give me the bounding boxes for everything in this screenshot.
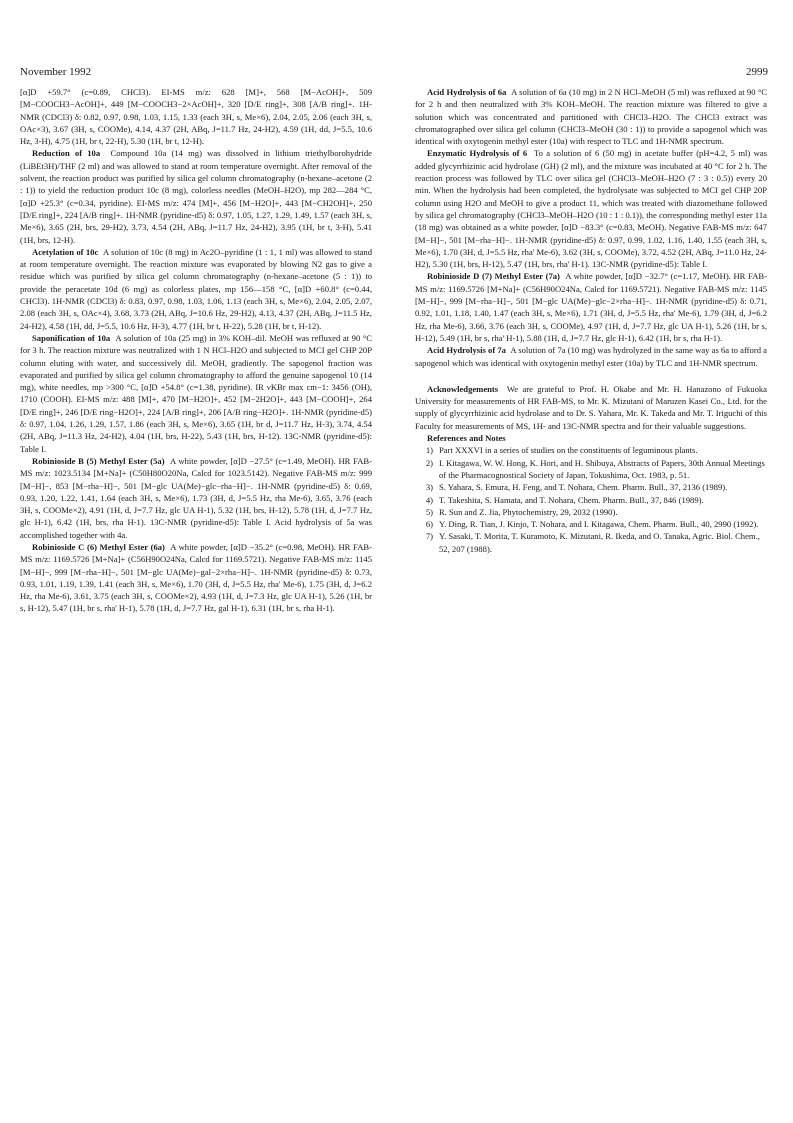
issue-date: November 1992 [20,66,92,78]
section-body: A solution of 6a (10 mg) in 2 N HCl–MeOH (5 ml) was refluxed at 90 °C for 2 h and then neutralized with 3% KOH–MeOH. The reaction mixture was filtered to give a solution which was concentrated and partitioned with CHCl3–H2O. The CHCl3 extract was chromatographed over silica gel column (CHCl3–MeOH (30 : 1)) to provide a sapogenol which was identical with oxytogenin methyl ester (10a) with respect to TLC and 1H-NMR spectrum. [415,87,767,147]
right-column [415,86,767,555]
section-heading: Acid Hydrolysis of 6a [427,87,507,97]
reference-item [415,481,767,493]
acknowledgements-heading: Acknowledgements [427,383,499,394]
section-body: A solution of 10c (8 mg) in Ac2O–pyridine (1 : 1, 1 ml) was allowed to stand at room temperature overnight. The reaction mixture was evaporated by blowing N2 gas to give a residue which was purified by silica gel column chromatography (n-hexane–acetone (5 : 1)) to provide the peracetate 10d (6 mg) as colorless plates, mp 156—158 °C, [α]D +60.8° (c=0.44, CHCl3). 1H-NMR (CDCl3) δ: 0.83, 0.97, 0.98, 1.03, 1.06, 1.13 (each 3H, s, Me×6), 2.04, 2.05, 2.07, 2.08 (each 3H, s, OAc×4), 3.68, 3.73 (2H, ABq, J=10.6 Hz, 29-H2), 4.13, 4.37 (2H, ABq, J=11.5 Hz, 24-H2), 4.58 (1H, dd, J=5.5, 10.6 Hz, H-3), 4.77 (1H, br t, H-22), 5.28 (1H, br t, H-12). [20,246,373,331]
section-robinioside-d [415,270,767,344]
section-acid-hydrolysis-7a [415,344,767,369]
section-acid-hydrolysis-6a [415,86,767,147]
references-list [415,444,767,555]
section-heading: Robinioside C (6) Methyl Ester (6a) [32,541,165,552]
references-heading: References and Notes [427,433,506,444]
reference-number: 3) [425,482,433,493]
reference-item [415,494,767,506]
section-robinioside-b [20,455,372,541]
continued-paragraph: [α]D +59.7° (c=0.89, CHCl3). EI-MS m/z: 628 [M]+, 568 [M−AcOH]+, 509 [M−COOCH3−AcOH]+, 449 [M−COOCH3−2×AcOH]+, 320 [D/E ring]+, 308 [A/B ring]+. 1H-NMR (CDCl3) δ: 0.82, 0.97, 0.98, 1.03, 1.15, 1.33 (each 3H, s, Me×6), 2.04, 2.05, 2.06 (each 3H, s, OAc×3), 3.67 (3H, s, COOMe), 4.14, 4.37 (2H, ABq, J=11.7 Hz, 24-H2), 4.59 (1H, dd, J=5.5, 10.6 Hz, 3-H), 4.75 (1H, br t, 22-H), 5.30 (1H, br t, 12-H). [20,87,372,147]
section-heading: Robinioside D (7) Methyl Ester (7a) [427,271,560,282]
reference-number: 4) [425,494,433,505]
section-heading: Saponification of 10a [32,332,111,343]
section-body: A solution of 7a (10 mg) was hydrolyzed in the same way as 6a to afford a sapogenol which was identical with oxytogenin methyl ester (10a) by TLC and 1H-NMR spectrum. [415,345,767,368]
reference-text: T. Takeshita, S. Hamata, and T. Nohara, Chem. Pharm. Bull., 37, 846 (1989). [439,494,704,505]
reference-item [415,506,767,518]
reference-text: I. Kitagawa, W. W. Hong, K. Hori, and H. Shibuya, Abstracts of Papers, 30th Annual Meetings of the Pharmacognostical Society of Japan, Tokushima, Oct. 1983, p. 51. [439,457,765,480]
section-acetylation-10c [20,246,372,332]
section-body: A white powder, [α]D −35.2° (c=0.98, MeOH). HR FAB-MS m/z: 1169.5726 [M+Na]+ (C56H90O24Na, Calcd for 1169.5721). Negative FAB-MS m/z: 1145 [M−H]−, 999 [M−rha−H]−, 501 [M−glc UA(Me)−gal−2×rha−H]−. 1H-NMR (pyridine-d5) δ: 0.73, 0.93, 1.01, 1.19, 1.39, 1.41 (each 3H, s, Me×6), 1.70 (3H, d, J=5.5 Hz, rha' Me-6), 1.75 (3H, d, J=6.2 Hz, rha Me-6), 3.61, 3.75 (each 3H, s, COOMe×2), 4.93 (1H, d, J=7.3 Hz, glc UA H-1), 5.26 (1H, br s, H-12), 5.47 (1H, br s, rha' H-1), 5.78 (1H, d, J=7.7 Hz, gal H-1), 6.31 (1H, br s, rha H-1). [20,541,372,614]
section-body: A solution of 10a (25 mg) in 3% KOH–dil. MeOH was refluxed at 90 °C for 3 h. The reaction mixture was neutralized with 1 N HCl–H2O and subjected to MCI gel CHP 20P column eluting with water, and successively dil. MeOH, gradiently. The sapogenol fraction was evaporated and purified by silica gel column chromatography to afford the genuine sapogenol 10 (14 mg), white needles, mp >300 °C, [α]D +54.8° (c=1.38, pyridine). IR νKBr max cm−1: 3456 (OH), 1710 (COOH). EI-MS m/z: 488 [M]+, 470 [M−H2O]+, 452 [M−2H2O]+, 443 [M−COOH]+, 264 [D/E ring]+, 246 [D/E ring−H2O]+, 224 [A/B ring]+, 206 [A/B ring−H2O]+. 1H-NMR (pyridine-d5) δ: 0.97, 1.04, 1.26, 1.29, 1.57, 1.86 (each 3H, s, Me×6), 3.65 (1H, br d, J=11.7 Hz, H-3), 3.74, 4.54 (2H, ABq, J=11.3 Hz, 24-H2), 4.04 (1H, brs, H-22), 5.43 (1H, brs, H-12). 13C-NMR (pyridine-d5): Table I. [20,332,372,454]
section-robinioside-c [20,541,372,615]
reference-number: 6) [425,519,433,530]
reference-text: S. Yahara, S. Emura, H. Feng, and T. Nohara, Chem. Pharm. Bull., 37, 2136 (1989). [439,482,728,493]
section-body: A white powder, [α]D −32.7° (c=1.17, MeOH). HR FAB-MS m/z: 1169.5726 [M+Na]+ (C56H90O24Na, Calcd for 1169.5721). Negative FAB-MS m/z: 1145 [M−H]−, 999 [M−rha−H]−, 501 [M−glc UA(Me)−glc−2×rha−H]−. 1H-NMR (pyridine-d5) δ: 0.71, 0.92, 1.01, 1.18, 1.40, 1.47 (each 3H, s, Me×6), 1.71 (3H, d, J=5.5 Hz, rha' Me-6), 1.79 (3H, d, J=6.2 Hz, rha Me-6), 3.66, 3.76 (each 3H, s, COOMe), 4.97 (1H, d, J=7.7 Hz, glc UA H-1), 5.26 (1H, br s, H-12), 5.49 (1H, br s, rha' H-1), 5.88 (1H, d, J=7.7 Hz, glc H-1), 6.42 (1H, br s, rha H-1). [415,271,767,343]
reference-number: 5) [425,506,433,517]
section-enzymatic-hydrolysis-6 [415,147,767,270]
reference-text: Y. Ding, R. Tian, J. Kinjo, T. Nohara, and I. Kitagawa, Chem. Pharm. Bull., 40, 2990 (1992). [439,519,759,530]
section-heading: Acetylation of 10c [32,246,99,257]
section-heading: Robinioside B (5) Methyl Ester (5a) [32,455,165,466]
reference-item [415,530,767,555]
section-reduction-10a [20,147,372,245]
section-saponification-10a [20,332,372,455]
reference-text: Part XXXVI in a series of studies on the constituents of leguminous plants. [439,445,698,456]
section-body: Compound 10a (14 mg) was dissolved in lithium triethylborohydride (LiBEt3H)/THF (2 ml) and was allowed to stand at room temperature overnight. After removal of the solvent, the reaction product was purified by silica gel column chromatography (n-hexane–acetone (2 : 1)) to yield the reduction product 10c (8 mg), colorless needles (MeOH–H2O), mp 282—284 °C, [α]D +25.3° (c=0.34, pyridine). EI-MS m/z: 474 [M]+, 456 [M−H2O]+, 443 [M−CH2OH]+, 250 [D/E ring]+, 224 [A/B ring]+. 1H-NMR (pyridine-d5) δ: 0.97, 1.05, 1.27, 1.29, 1.49, 1.57 (each 3H, s, Me×6), 3.65 (2H, brs, 29-H2), 3.73, 4.54 (2H, ABq, J=11.7 Hz, 24-H2), 3.95 (1H, br t, 3-H), 5.41 (1H, brs, 12-H). [20,148,372,245]
reference-number: 2) [425,457,433,468]
section-heading: Acid Hydrolysis of 7a [427,345,506,356]
reference-text: R. Sun and Z. Jia, Phytochemistry, 29, 2032 (1990). [439,506,618,517]
section-heading: Enzymatic Hydrolysis of 6 [427,148,528,159]
acknowledgements-body: We are grateful to Prof. H. Okabe and Mr. H. Hanazono of Fukuoka University for measurements of HR FAB-MS, to Mr. K. Mizutani of Maruzen Kasei Co., Ltd. for the supply of glycyrrhizinic acid hydrolase and to Dr. S. Yahara, Mr. K. Takeda and Mr. T. Iriguchi of this Faculty for measurements of MS, 1H- and 13C-NMR spectra and for their valuable suggestions. [415,383,767,431]
acknowledgements [415,383,767,432]
reference-number: 7) [425,531,433,542]
reference-text: Y. Sasaki, T. Morita, T. Kuramoto, K. Mizutani, R. Ikeda, and O. Tanaka, Agric. Biol. Chem., 52, 207 (1988). [439,531,760,554]
reference-number: 1) [425,445,433,456]
section-body: A white powder, [α]D −27.5° (c=1.49, MeOH). HR FAB-MS m/z: 1023.5134 [M+Na]+ (C50H80O20Na, Calcd for 1023.5142). Negative FAB-MS m/z: 999 [M−H]−, 853 [M−rha−H]−, 501 [M−glc UA(Me)−glc−rha−H]−. 1H-NMR (pyridine-d5) δ: 0.69, 0.93, 1.20, 1.22, 1.41, 1.64 (each 3H, s, Me×6), 1.73 (3H, d, J=5.5 Hz, rha Me-6), 3.65, 3.76 (each 3H, s, COOMe×2), 4.91 (1H, d, J=7.7 Hz, glc UA H-1), 5.32 (1H, brs, H-12), 5.78 (1H, d, J=7.7 Hz, glc H-1), 6.42 (1H, brs, rha H-1). 13C-NMR (pyridine-d5): Table I. Acid hydrolysis of 5a was accomplished together with 4a. [20,455,373,540]
reference-item [415,444,767,456]
section-body: To a solution of 6 (50 mg) in acetate buffer (pH=4.2, 5 ml) was added glycyrrhizinic acid hydrolase (GH) (2 ml), and the mixture was incubated at 40 °C for 2 h. The reaction process was followed by TLC over silica gel (CHCl3–MeOH–H2O (7 : 3 : 0.5)) every 20 min. When the hydrolysis had been completed, the hydrolysate was subjected to MCI gel CHP 20P column using H2O and MeOH to give a product 11, which was treated with diazomethane followed by silica gel chromatography (CHCl3–MeOH–H2O (10 : 1 : 0.1)), the corresponding methyl ester 11a (18 mg) was obtained as a white powder, [α]D −83.3° (c=0.83, MeOH). Negative FAB-MS m/z: 647 [M−H]−, 501 [M−rha−H]−. 1H-NMR (pyridine-d5) δ: 0.97, 0.99, 1.02, 1.16, 1.40, 1.55 (each 3H, s, Me×6), 1.70 (3H, d, J=5.5 Hz, rha' Me-6), 3.62 (3H, s, COOMe), 3.72, 4.52 (2H, ABq, J=11.0 Hz, 24-H2), 5.30 (1H, brs, H-12), 5.47 (1H, brs, rha' H-1). 13C-NMR (pyridine-d5): Table I. [415,148,767,270]
reference-item [415,518,767,530]
section-heading: Reduction of 10a [32,148,101,159]
running-head [20,66,768,78]
left-column [20,86,372,615]
page-number: 2999 [746,66,768,78]
reference-item [415,457,767,482]
